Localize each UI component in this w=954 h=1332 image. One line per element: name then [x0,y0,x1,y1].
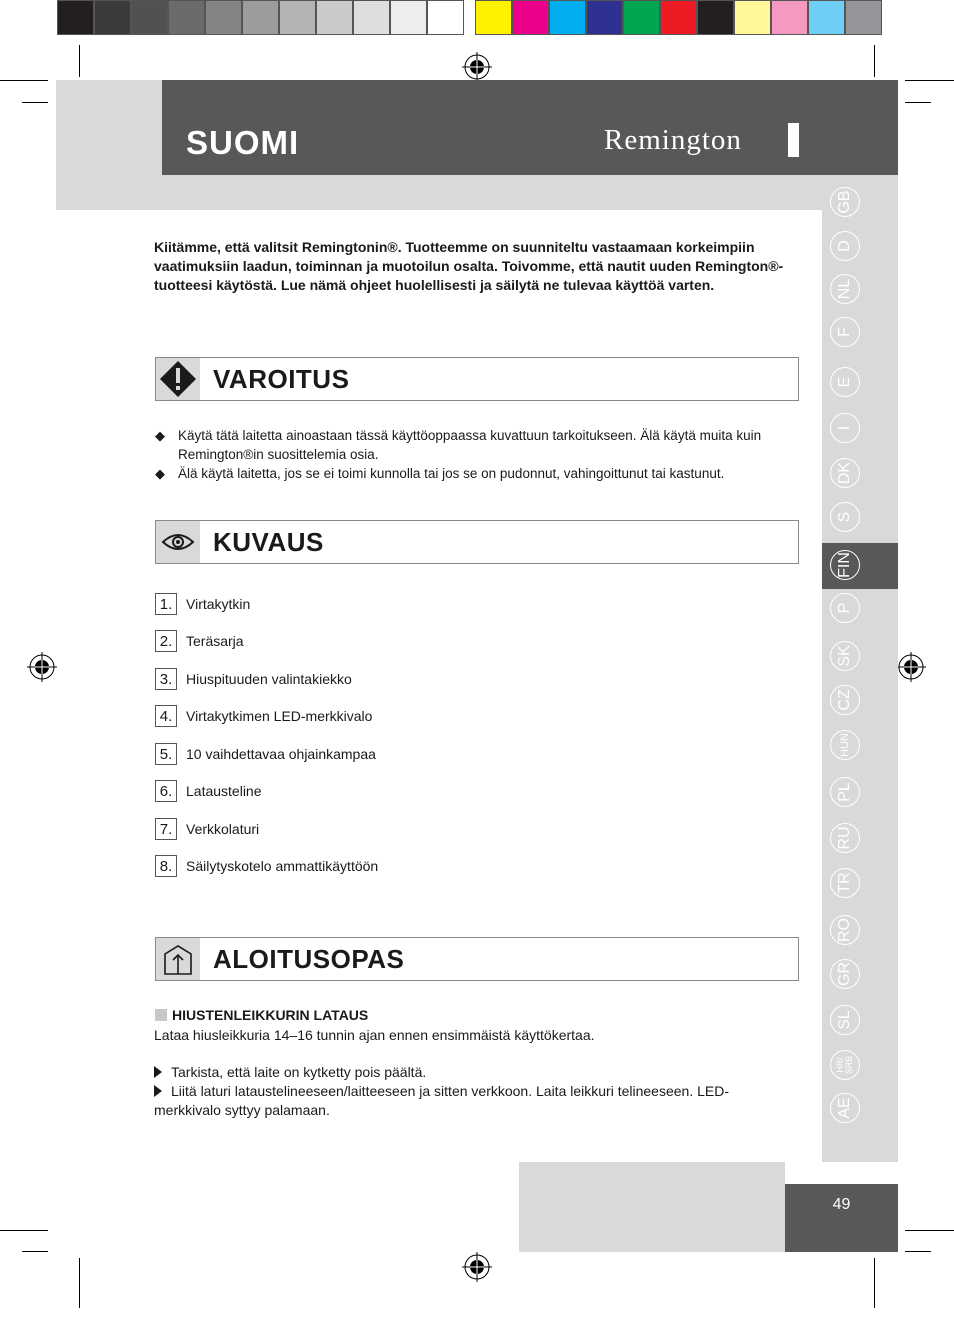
warning-bullet: ◆ Käytä tätä laitetta ainoastaan tässä käyttöoppaassa kuvattuun tarkoitukseen. Älä käytä muita kuin Remington®in suosittelemia osia. [155,428,762,462]
language-tab-ro[interactable] [830,915,860,945]
language-tabs [822,175,898,1162]
language-tab-label: RU [836,826,853,850]
language-tab-label: CZ [836,689,853,711]
item-number: 8. [155,855,177,877]
crop-mark [0,80,48,81]
language-tab-nl[interactable] [830,274,860,304]
page-header [162,80,898,175]
language-tab-label: SK [836,645,853,667]
language-tab-i[interactable] [830,413,860,443]
language-tab-label: GR [836,962,853,986]
item-number: 3. [155,668,177,690]
language-tab-label: HR/ SRB [835,1055,854,1075]
language-tab-label: SL [836,1010,853,1030]
crop-mark [79,1258,80,1308]
color-swatch [808,0,845,35]
item-label: Hiuspituuden valintakiekko [186,671,352,687]
language-tab-label: AE [836,1097,853,1119]
item-label: Teräsarja [186,633,244,649]
crop-mark [905,80,954,81]
color-swatch [771,0,808,35]
language-tab-label: GB [836,190,853,214]
warning-bullet: ◆ Älä käytä laitetta, jos se ei toimi kunnolla tai jos se on pudonnut, vahingoittunut tai kastunut. [155,466,725,481]
step-item: Tarkista, että laite on kytketty pois päältä. [154,1063,774,1082]
language-tab-dk[interactable] [830,458,860,488]
triangle-bullet-icon [154,1085,162,1097]
language-tab-label: HUN [839,733,851,757]
box-arrow-icon [156,938,200,980]
footer-band [519,1162,785,1252]
color-swatch [205,0,242,35]
language-tab-label: DK [836,461,853,485]
color-swatch [660,0,697,35]
brand-logo-bar [788,123,799,157]
section-description [155,520,799,564]
language-tab-ae[interactable] [830,1093,860,1123]
language-tab-label: P [836,602,853,614]
language-tab-f[interactable] [830,317,860,347]
step-item: Liitä laturi lataustelineeseen/laitteeseen ja sitten verkkoon. Laita leikkuri telineeseen. LED-merkkivalo syttyy palamaan. [154,1083,729,1118]
crop-mark [79,45,80,77]
color-swatch [94,0,131,35]
color-swatch [279,0,316,35]
crop-mark [874,1258,875,1308]
language-tab-tr[interactable] [830,868,860,898]
language-tab-label: RO [836,918,853,942]
square-bullet-icon [155,1009,167,1021]
language-tab-label: FIN [836,552,853,578]
registration-mark-icon [27,652,57,682]
section-warning [155,357,799,401]
language-tab-s[interactable] [830,502,860,532]
language-tab-label: TR [836,872,853,894]
item-label: Virtakytkimen LED-merkkivalo [186,708,373,724]
section-title: KUVAUS [213,527,324,557]
color-swatch [623,0,660,35]
language-tab-e[interactable] [830,367,860,397]
triangle-bullet-icon [154,1066,162,1078]
section-getting-started [155,937,799,981]
item-number: 4. [155,705,177,727]
item-label: 10 vaihdettavaa ohjainkampaa [186,746,376,762]
item-number: 5. [155,743,177,765]
item-label: Säilytyskotelo ammattikäyttöön [186,858,379,874]
charging-intro: Lataa hiusleikkuria 14–16 tunnin ajan ennen ensimmäistä käyttökertaa. [154,1027,595,1043]
item-label: Verkkolaturi [186,821,260,837]
warning-icon [156,358,200,400]
diamond-bullet-icon: ◆ [155,428,165,443]
page-number: 49 [832,1196,851,1213]
item-number: 7. [155,818,177,840]
crop-mark [874,45,875,77]
color-swatch [242,0,279,35]
color-swatch [845,0,882,35]
item-label: Virtakytkin [186,596,251,612]
language-tab-p[interactable] [830,593,860,623]
color-swatch [549,0,586,35]
language-tab-label: D [836,240,853,252]
language-tab-gb[interactable] [830,187,860,217]
brand-logo: Remington [604,124,742,156]
language-tab-fin[interactable] [830,550,860,580]
color-swatch [475,0,512,35]
color-swatch [131,0,168,35]
color-swatch [390,0,427,35]
language-tab-label: NL [836,278,853,300]
color-swatch [168,0,205,35]
crop-mark [22,102,48,103]
section-title: ALOITUSOPAS [213,944,405,974]
color-swatch [512,0,549,35]
intro-paragraph: Kiitämme, että valitsit Remingtonin®. Tuotteemme on suunniteltu vastaamaan korkeimpiin vaatimuksiin laadun, toiminnan ja muotoilun osalta. Toivomme, että nautit uuden Remington®-tuotteesi käytöstä. Lue nämä ohjeet huolellisesti ja säilytä ne tulevaa käyttöä varten. [154,239,784,293]
page-number-box [785,1184,898,1252]
item-label: Latausteline [186,783,262,799]
color-swatch [586,0,623,35]
language-tab-label: F [836,327,853,337]
language-tab-label: PL [836,782,853,802]
item-number: 1. [155,593,177,615]
eye-icon [156,521,200,563]
language-tab-d[interactable] [830,231,860,261]
color-swatch [427,0,464,35]
item-number: 6. [155,780,177,802]
language-tab-hr-srb[interactable] [830,1050,860,1080]
language-tab-sk[interactable] [830,641,860,671]
page-title: SUOMI [186,124,300,161]
language-tab-gr[interactable] [830,959,860,989]
item-number: 2. [155,630,177,652]
color-swatch [734,0,771,35]
crop-mark [22,1251,48,1252]
registration-mark-icon [462,1252,492,1282]
color-calibration-strip [57,0,882,39]
color-swatch [57,0,94,35]
subheading: HIUSTENLEIKKURIN LATAUS [155,1007,368,1023]
crop-mark [905,102,931,103]
section-title: VAROITUS [213,364,350,394]
registration-mark-icon [896,652,926,682]
color-swatch [316,0,353,35]
header-background [56,80,162,210]
language-tab-label: E [836,376,853,388]
language-tab-sl[interactable] [830,1005,860,1035]
crop-mark [0,1230,48,1231]
registration-mark-icon [462,52,492,82]
language-tab-pl[interactable] [830,777,860,807]
crop-mark [905,1251,931,1252]
header-band [162,175,898,210]
language-tab-cz[interactable] [830,685,860,715]
language-tab-hun[interactable] [830,730,860,760]
color-swatch [697,0,734,35]
language-tab-label: I [836,425,853,431]
crop-mark [905,1230,954,1231]
language-tab-ru[interactable] [830,823,860,853]
diamond-bullet-icon: ◆ [155,466,165,481]
language-tab-label: S [836,511,853,523]
color-swatch [353,0,390,35]
